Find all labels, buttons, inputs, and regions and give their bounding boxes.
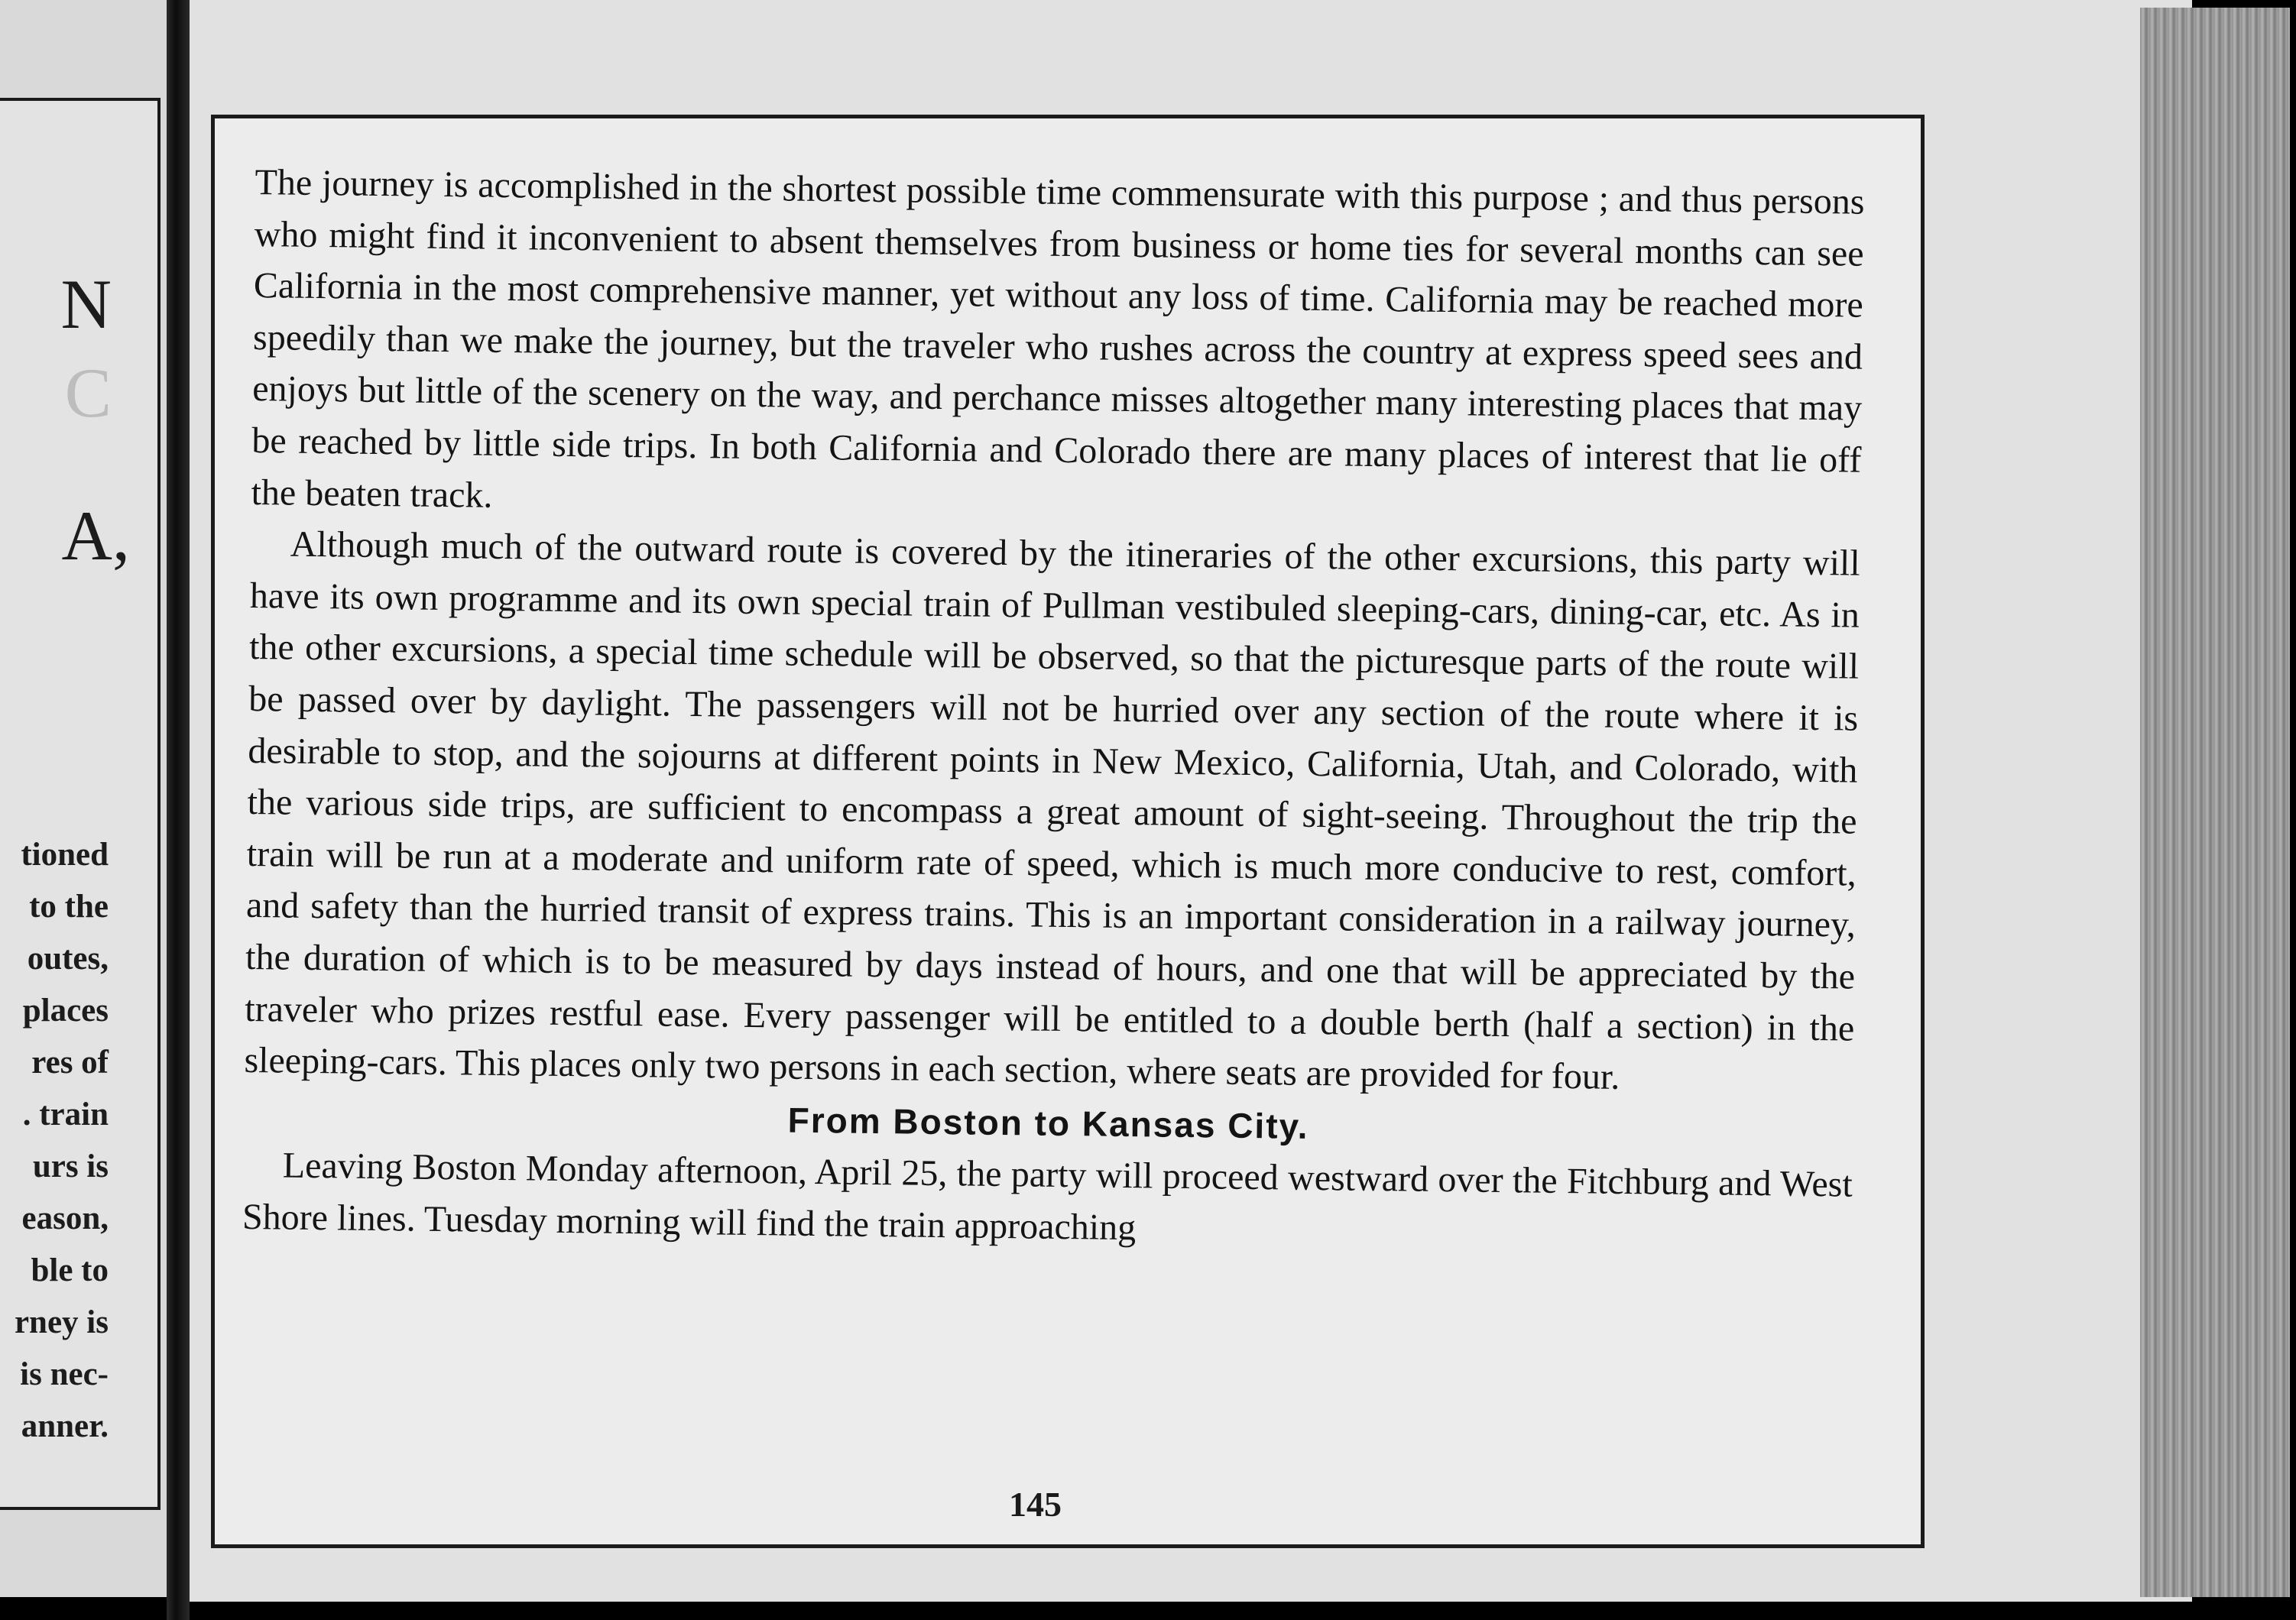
previous-page [0,0,167,1597]
line-ending: places [22,993,109,1029]
paragraph-2: Although much of the outward route is covered by the itineraries of the other excursions, this party will have its own programme and its own special train of Pullman vestibuled sleeping-cars, dining-car, etc. As in the other excursions, a special time schedule will be observed, so that the picturesque parts of the route will be passed over by daylight. The passengers will not be hurried over any section of the route where it is desirable to stop, and the sojourns at different points in New Mexico, California, Utah, and Colorado, with the various side trips, are sufficient to encompass a great amount of sight-seeing. Throughout the trip the train will be run at a moderate and uniform rate of speed, which is much more conducive to rest, comfort, and safety than the hurried transit of express trains. This is an important consideration in a railway journey, the duration of which is to be measured by days instead of hours, and one that will be appreciated by the traveler who prizes restful ease. Every passenger will be entitled to a double berth (half a section) in the sleeping-cars. This places only two persons in each section, where seats are provided for four. [244,523,1860,1097]
page-number: 145 [1009,1485,1062,1524]
book-gutter [167,0,190,1620]
line-ending: to the [29,889,109,925]
line-ending: . train [22,1097,109,1132]
line-ending: anner. [21,1408,109,1444]
line-ending: tioned [21,837,109,873]
line-ending: ble to [31,1252,109,1288]
paragraph-1: The journey is accomplished in the shortest possible time commensurate with this purpose ; and thus persons who might find it inconvenient to absent themselves from business or home ties for several months can see California in the most comprehensive manner, yet without any loss of time. California may be reached more speedily than we make the journey, but the traveler who rushes across the country at express speed sees and enjoys but little of the scenery on the way, and perchance misses altogether many interesting places that may be reached by little side trips. In both California and Colorado there are many places of interest that lie off the beaten track. [251,161,1865,516]
previous-page-line-endings [0,829,109,1453]
previous-page-letter-2: C [64,354,112,432]
line-ending: urs is [32,1149,109,1184]
page-edges [2140,8,2290,1597]
line-ending: res of [31,1045,109,1081]
line-ending: rney is [14,1304,109,1340]
line-ending: is nec- [20,1356,109,1392]
paragraph-3: Leaving Boston Monday afternoon, April 25, the party will proceed westward over the Fitchburg and West Shore lines. Tuesday morning will find the train approaching [242,1145,1853,1249]
previous-page-letter-3: A, [61,497,130,575]
section-heading: From Boston to Kansas City. [787,1100,1309,1146]
previous-page-letter-1: N [60,265,112,343]
line-ending: eason, [21,1200,109,1236]
line-ending: outes, [27,941,109,977]
page-text [242,157,1865,1262]
